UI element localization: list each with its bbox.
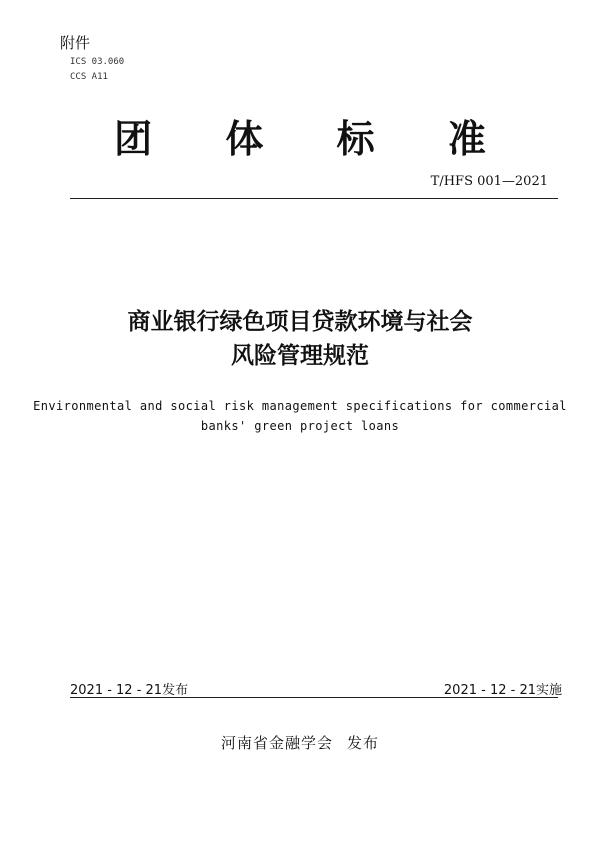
publisher-line (0, 732, 600, 753)
chinese-title-line-1: 商业银行绿色项目贷款环境与社会 (127, 309, 473, 335)
publish-date: 2021 - 12 - 21发布 (70, 683, 189, 698)
english-title-line-1: Environmental and social risk management specifications for commercial (33, 399, 567, 413)
ccs-code: CCS A11 (70, 72, 108, 82)
publisher-name: 河南省金融学会 (220, 734, 333, 752)
standard-code: T/HFS 001—2021 (430, 174, 548, 189)
english-title (0, 396, 600, 436)
implement-date: 2021 - 12 - 21实施 (443, 683, 562, 698)
bottom-divider (70, 697, 558, 698)
standard-category-title: 团 体 标 准 (114, 117, 516, 161)
ics-code: ICS 03.060 (70, 57, 125, 67)
top-divider (70, 198, 558, 199)
classification-codes (70, 55, 124, 85)
chinese-title-line-2: 风险管理规范 (231, 343, 369, 369)
chinese-title (0, 305, 600, 373)
attachment-label: 附件 (60, 34, 91, 52)
publish-action: 发布 (347, 734, 380, 752)
english-title-line-2: banks' green project loans (200, 419, 400, 433)
